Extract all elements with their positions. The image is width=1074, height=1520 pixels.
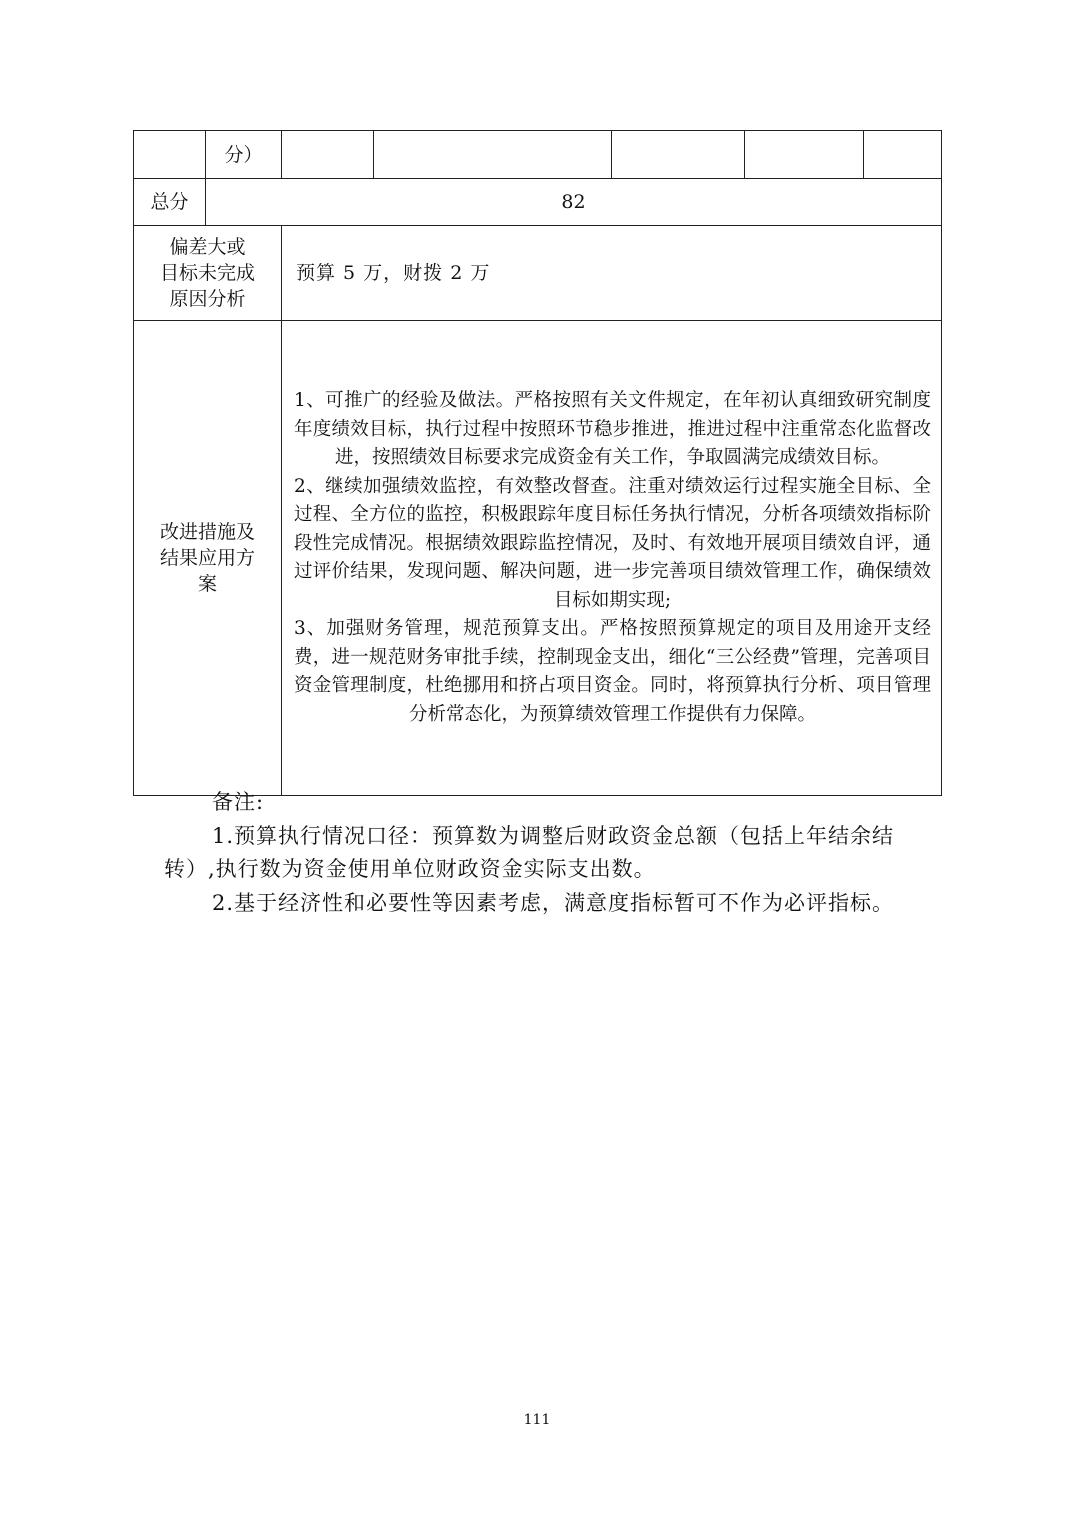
measures-label-line: 改进措施及 (159, 521, 255, 543)
table-row (134, 226, 942, 321)
measure-paragraph: 3、加强财务管理，规范预算支出。严格按照预算规定的项目及用途开支经费，进一规范财务审批手续，控制现金支出，细化“三公经费”管理，完善项目资金管理制度，杜绝挪用和挤占项目资金。同时，将预算执行分析、项目管理分析常态化，为预算绩效管理工作提供有力保障。 (294, 618, 931, 725)
notes-section (164, 786, 914, 920)
page-number: 111 (523, 1412, 551, 1428)
table-cell (612, 131, 745, 179)
total-value: 82 (206, 179, 942, 226)
table-cell (374, 131, 612, 179)
deviation-text: 预算 5 万，财拨 2 万 (282, 226, 942, 321)
notes-title: 备注: (212, 790, 265, 814)
measure-paragraph: 2、继续加强绩效监控，有效整改督查。注重对绩效运行过程实施全目标、全过程、全方位的监控，积极跟踪年度目标任务执行情况，分析各项绩效指标阶段性完成情况。根据绩效跟踪监控情况，及时、有效地开展项目绩效自评，通过评价结果，发现问题、解决问题，进一步完善项目绩效管理工作，确保绩效目标如期实现; (294, 475, 931, 611)
table-cell (134, 131, 206, 179)
note-item: 2.基于经济性和必要性等因素考虑，满意度指标暂可不作为必评指标。 (212, 890, 895, 915)
table-row (134, 131, 942, 179)
deviation-label-line: 偏差大或 (169, 236, 246, 258)
table-cell (864, 131, 942, 179)
deviation-label-line: 原因分析 (169, 288, 246, 310)
note-item: 1.预算执行情况口径：预算数为调整后财政资金总额（包括上年结余结转）,执行数为资金使用单位财政资金实际支出数。 (164, 823, 895, 881)
measures-label-line: 案 (197, 573, 217, 595)
table-row (134, 321, 942, 796)
performance-table (133, 130, 942, 796)
table-cell (282, 131, 374, 179)
table-cell (745, 131, 864, 179)
deviation-label-line: 目标未完成 (159, 262, 255, 284)
total-label: 总分 (134, 179, 206, 226)
measure-paragraph: 1、可推广的经验及做法。严格按照有关文件规定，在年初认真细致研究制度年度绩效目标，执行过程中按照环节稳步推进，推进过程中注重常态化监督改进，按照绩效目标要求完成资金有关工作，争取圆满完成绩效目标。 (294, 390, 931, 468)
measures-label (134, 321, 282, 796)
measures-label-line: 结果应用方 (159, 547, 255, 569)
score-unit-cell: 分） (206, 131, 282, 179)
table-row (134, 179, 942, 226)
deviation-label (134, 226, 282, 321)
measures-content (282, 321, 942, 796)
